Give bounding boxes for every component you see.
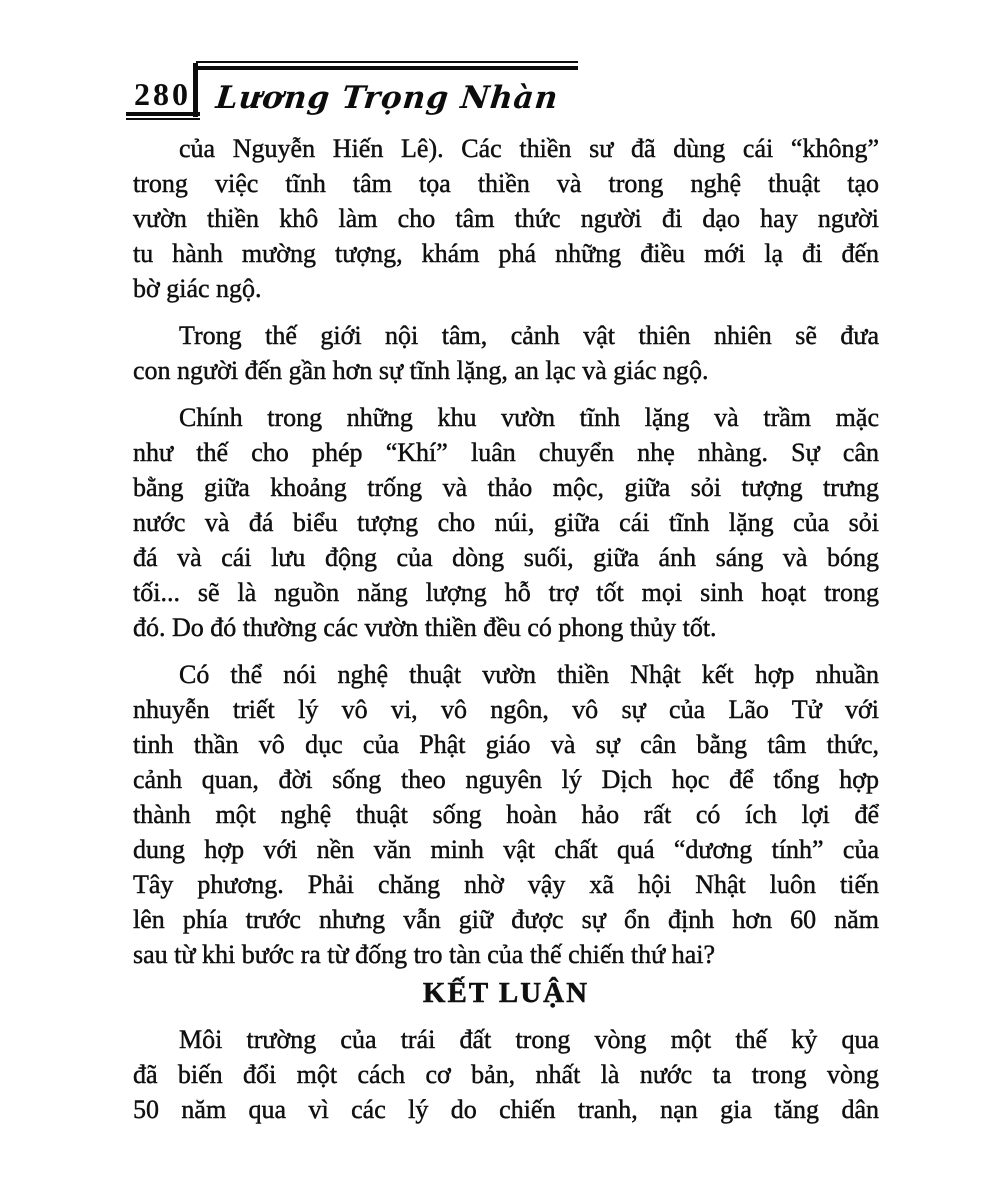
text-line: nhuyễn triết lý vô vi, vô ngôn, vô sự của Lão Tử với bbox=[133, 695, 879, 724]
text-line: con người đến gần hơn sự tĩnh lặng, an lạc và giác ngộ. bbox=[133, 356, 709, 385]
text-line: 50 năm qua vì các lý do chiến tranh, nạn gia tăng dân bbox=[133, 1095, 879, 1124]
running-header-author: Lương Trọng Nhàn bbox=[214, 80, 561, 116]
text-line: Tây phương. Phải chăng nhờ vậy xã hội Nhật luôn tiến bbox=[133, 870, 879, 899]
text-line: như thế cho phép “Khí” luân chuyển nhẹ nhàng. Sự cân bbox=[133, 438, 879, 467]
text-line: vườn thiền khô làm cho tâm thức người đi dạo hay người bbox=[133, 204, 879, 233]
text-line: tinh thần vô dục của Phật giáo và sự cân bằng tâm thức, bbox=[133, 730, 879, 759]
paragraph bbox=[133, 657, 879, 972]
text-line: sau từ khi bước ra từ đống tro tàn của thế chiến thứ hai? bbox=[133, 940, 716, 969]
header-bracket-rule bbox=[193, 63, 198, 117]
text-line: thành một nghệ thuật sống hoàn hảo rất có ích lợi để bbox=[133, 800, 879, 829]
text-line: trong việc tĩnh tâm tọa thiền và trong nghệ thuật tạo bbox=[133, 169, 879, 198]
text-line: của Nguyễn Hiến Lê). Các thiền sư đã dùng cái “không” bbox=[179, 134, 879, 163]
text-line: nước và đá biểu tượng cho núi, giữa cái tĩnh lặng của sỏi bbox=[133, 508, 879, 537]
paragraph bbox=[133, 1022, 879, 1127]
paragraph bbox=[133, 400, 879, 645]
text-line: bằng giữa khoảng trống và thảo mộc, giữa sỏi tượng trưng bbox=[133, 473, 879, 502]
text-line: Môi trường của trái đất trong vòng một thế kỷ qua bbox=[179, 1025, 879, 1054]
paragraph bbox=[133, 318, 879, 388]
page-header bbox=[0, 0, 1008, 128]
text-line: Chính trong những khu vườn tĩnh lặng và trầm mặc bbox=[179, 403, 879, 432]
page-number: 280 bbox=[134, 76, 191, 112]
text-line: dung hợp với nền văn minh vật chất quá “dương tính” của bbox=[133, 835, 879, 864]
text-line: tu hành mường tượng, khám phá những điều mới lạ đi đến bbox=[133, 239, 879, 268]
text-line: lên phía trước nhưng vẫn giữ được sự ổn định hơn 60 năm bbox=[133, 905, 879, 934]
page-body bbox=[133, 131, 879, 1127]
text-line: Có thể nói nghệ thuật vườn thiền Nhật kết hợp nhuần bbox=[179, 660, 879, 689]
header-top-rule bbox=[196, 61, 578, 70]
text-line: đã biến đổi một cách cơ bản, nhất là nước ta trong vòng bbox=[133, 1060, 879, 1089]
text-line: đó. Do đó thường các vườn thiền đều có phong thủy tốt. bbox=[133, 613, 717, 642]
paragraph bbox=[133, 131, 879, 306]
text-line: tối... sẽ là nguồn năng lượng hỗ trợ tốt mọi sinh hoạt trong bbox=[133, 578, 879, 607]
text-line: đá và cái lưu động của dòng suối, giữa ánh sáng và bóng bbox=[133, 543, 879, 572]
section-heading: KẾT LUẬN bbox=[422, 977, 590, 1009]
text-line: bờ giác ngộ. bbox=[133, 274, 262, 303]
text-line: Trong thế giới nội tâm, cảnh vật thiên nhiên sẽ đưa bbox=[179, 321, 879, 350]
page-number-underline bbox=[126, 112, 200, 120]
text-line: cảnh quan, đời sống theo nguyên lý Dịch học để tổng hợp bbox=[133, 765, 879, 794]
